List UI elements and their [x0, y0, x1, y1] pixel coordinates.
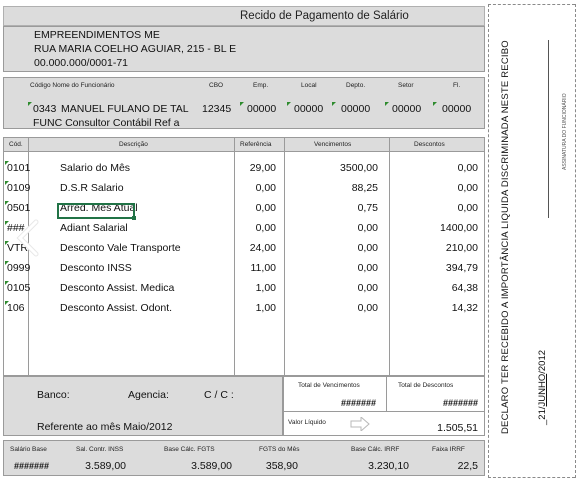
- bank-block: [3, 376, 283, 436]
- footer-value-faixa-irrf: 22,5: [457, 460, 478, 472]
- footer-value-base-calc-irrf: 3.230,10: [368, 460, 409, 472]
- total-descontos-value: #######: [442, 398, 478, 408]
- footer-label-base-calc-fgts: Base Cálc. FGTS: [164, 446, 215, 453]
- employee-name: MANUEL FULANO DE TAL: [61, 103, 189, 115]
- row-vencimento: 0,00: [357, 242, 378, 254]
- date-month: JUNHO: [537, 373, 548, 407]
- row-description: D.S.R Salario: [60, 182, 124, 194]
- total-vencimentos-label: Total de Vencimentos: [298, 382, 360, 389]
- signature-date: [537, 350, 548, 425]
- row-desconto: 394,79: [445, 262, 478, 274]
- row-reference: 0,00: [255, 182, 276, 194]
- row-desconto: 0,00: [457, 202, 478, 214]
- footer-block: [3, 440, 485, 476]
- row-reference: 0,00: [255, 202, 276, 214]
- company-block: [3, 26, 485, 72]
- header-code-name: Código Nome do Funcionário: [30, 82, 115, 89]
- table-header-descontos: Descontos: [414, 141, 445, 148]
- reference-month: Referente ao mês Maio/2012: [37, 421, 173, 433]
- items-table: [3, 137, 485, 376]
- row-reference: 11,00: [250, 262, 276, 274]
- title-bar: [3, 6, 485, 26]
- row-cod: ###: [7, 222, 25, 234]
- row-desconto: 64,38: [451, 282, 478, 294]
- declaration-text: DECLARO TER RECEBIDO A IMPORTÂNCIA LIQUIDA DISCRIMINADA NESTE RECIBO: [500, 40, 511, 434]
- net-value: 1.505,51: [437, 422, 478, 434]
- header-cbo: CBO: [209, 82, 224, 89]
- row-description: Desconto INSS: [60, 262, 132, 274]
- row-description: Salario do Mês: [60, 162, 131, 174]
- selected-cell[interactable]: [57, 203, 135, 219]
- row-desconto: 0,00: [457, 182, 478, 194]
- table-header-descricao: Descrição: [119, 141, 148, 148]
- company-address: RUA MARIA COELHO AGUIAR, 215 - BL E: [34, 43, 237, 55]
- row-description: Adiant Salarial: [60, 222, 128, 234]
- employee-setor: 00000: [392, 103, 422, 115]
- footer-label-fgts-mes: FGTS do Mês: [259, 446, 300, 453]
- row-vencimento: 0,00: [357, 262, 378, 274]
- footer-value-base-calc-fgts: 3.589,00: [191, 460, 232, 472]
- row-desconto: 0,00: [457, 162, 478, 174]
- company-cnpj: 00.000.000/0001-71: [34, 57, 129, 69]
- total-vencimentos-value: #######: [340, 398, 376, 408]
- row-reference: 29,00: [249, 162, 276, 174]
- header-emp: Emp.: [253, 82, 269, 89]
- row-vencimento: 0,00: [357, 302, 378, 314]
- totals-block: [283, 376, 485, 436]
- table-header-vencimentos: Vencimentos: [314, 141, 352, 148]
- row-vencimento: 3500,00: [340, 162, 378, 174]
- row-cod: 0105: [7, 282, 31, 294]
- footer-value-fgts-mes: 358,90: [265, 460, 298, 472]
- table-header-referencia: Referência: [240, 141, 272, 148]
- employee-emp: 00000: [247, 103, 277, 115]
- row-reference: 1,00: [255, 282, 276, 294]
- employee-code: 0343: [33, 103, 57, 115]
- employee-role: FUNC Consultor Contábil Ref a: [33, 117, 180, 129]
- date-day: _21/: [537, 406, 548, 425]
- header-fl: Fl.: [453, 82, 461, 89]
- table-header-cod: Cód.: [9, 141, 23, 148]
- chevron-left-icon[interactable]: [14, 218, 44, 258]
- account-label: C / C :: [204, 389, 234, 401]
- employee-local: 00000: [294, 103, 324, 115]
- agency-label: Agencia:: [128, 389, 169, 401]
- footer-label-sal-contr-inss: Sal. Contr. INSS: [76, 446, 124, 453]
- footer-label-faixa-irrf: Faixa IRRF: [432, 446, 465, 453]
- arrow-right-icon: [350, 417, 370, 436]
- footer-label-salario-base: Salário Base: [10, 446, 47, 453]
- header-local: Local: [301, 82, 317, 89]
- footer-value-salario-base: #######: [14, 461, 50, 471]
- row-description: Desconto Vale Transporte: [60, 242, 181, 254]
- row-cod: 0999: [7, 262, 31, 274]
- row-vencimento: 0,00: [357, 282, 378, 294]
- row-cod: VTR: [7, 242, 28, 254]
- total-descontos-label: Total de Descontos: [398, 382, 454, 389]
- row-description: Desconto Assist. Odont.: [60, 302, 173, 314]
- footer-value-sal-contr-inss: 3.589,00: [85, 460, 126, 472]
- row-cod: 0109: [7, 182, 31, 194]
- row-vencimento: 0,75: [357, 202, 378, 214]
- employee-depto: 00000: [341, 103, 371, 115]
- employee-block: [3, 77, 485, 129]
- footer-label-base-calc-irrf: Base Cálc. IRRF: [351, 446, 400, 453]
- bank-label: Banco:: [37, 389, 70, 401]
- row-description: Desconto Assist. Medica: [60, 282, 175, 294]
- row-cod: 106: [7, 302, 25, 314]
- page-title: Recido de Pagamento de Salário: [240, 10, 409, 22]
- row-reference: 24,00: [249, 242, 276, 254]
- company-name: EMPREENDIMENTOS ME: [34, 29, 160, 41]
- row-desconto: 1400,00: [440, 222, 478, 234]
- row-reference: 0,00: [255, 222, 276, 234]
- row-cod: 0101: [7, 162, 31, 174]
- row-desconto: 210,00: [445, 242, 478, 254]
- row-cod: 0501: [7, 202, 31, 214]
- row-desconto: 14,32: [451, 302, 478, 314]
- net-value-label: Valor Líquido: [288, 419, 326, 426]
- date-year: /2012: [537, 349, 548, 374]
- row-reference: 1,00: [255, 302, 276, 314]
- header-setor: Setor: [398, 82, 414, 89]
- row-vencimento: 88,25: [351, 182, 378, 194]
- employee-cbo: 12345: [202, 103, 232, 115]
- employee-signature-label: ASSINATURA DO FUNCIONÁRIO: [562, 93, 568, 170]
- employee-fl: 00000: [442, 103, 472, 115]
- row-vencimento: 0,00: [357, 222, 378, 234]
- row-description: Arred. Mês Atual: [60, 202, 138, 214]
- header-depto: Depto.: [346, 82, 366, 89]
